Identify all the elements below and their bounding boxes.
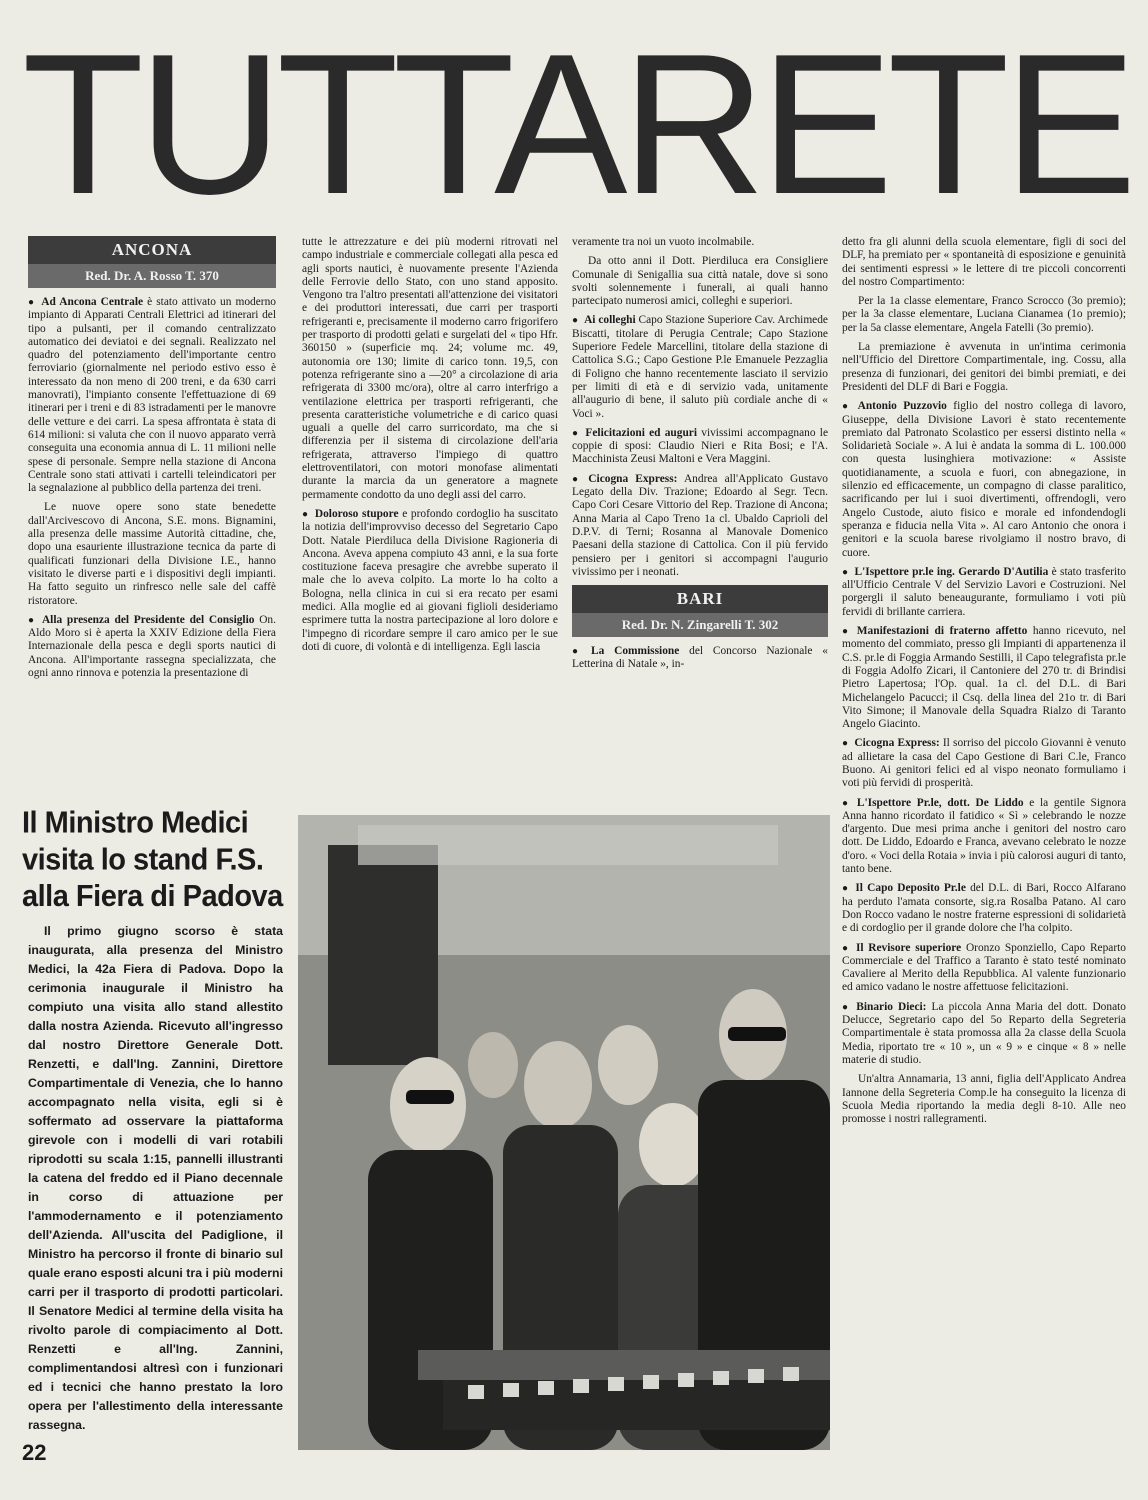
news-item bbox=[842, 400, 1126, 560]
section-header-bari bbox=[572, 585, 828, 637]
section-editor: Red. Dr. N. Zingarelli T. 302 bbox=[572, 613, 828, 637]
news-paragraph: detto fra gli alunni della scuola elementare, figli di soci del DLF, ha premiato per « spontaneità di esposizione e genuinità dei sentimenti espressi » le lettere di tre piccoli concorrenti del nostro Compartimento: bbox=[842, 236, 1126, 288]
column-1 bbox=[28, 236, 276, 776]
section-editor: Red. Dr. A. Rosso T. 370 bbox=[28, 264, 276, 288]
news-item-lead: Ai colleghi bbox=[584, 314, 636, 327]
news-item bbox=[842, 882, 1126, 935]
news-item-lead: Cicogna Express: bbox=[854, 737, 940, 750]
photo-illustration bbox=[298, 815, 830, 1450]
fair-photo bbox=[298, 815, 830, 1450]
news-paragraph: Da otto anni il Dott. Pierdiluca era Consigliere Comunale di Senigallia sua città natale, dove si sono svolti solennemente i funerali, ai quali hanno partecipato numerosi amici, colleghi e superiori. bbox=[572, 255, 828, 308]
feature-headline: Il Ministro Medici visita lo stand F.S. alla Fiera di Padova bbox=[22, 806, 283, 914]
news-item-lead: Antonio Puzzovio bbox=[857, 400, 947, 413]
news-item-lead: Felicitazioni ed auguri bbox=[585, 426, 698, 439]
news-paragraph: veramente tra noi un vuoto incolmabile. bbox=[572, 236, 755, 248]
section-header-ancona bbox=[28, 236, 276, 288]
news-item-lead: Il Revisore superiore bbox=[855, 941, 962, 954]
news-item-text: è stato trasferito all'Ufficio Centrale V del Servizio Lavori e Costruzioni. Nel porgergli il saluto beneaugurante, formuliamo i voti più fervidi di brillante carriera. bbox=[842, 565, 1126, 618]
news-item bbox=[302, 508, 558, 654]
news-item-lead: Doloroso stupore bbox=[314, 507, 399, 520]
news-item-text: Il sorriso del piccolo Giovanni è venuto ad allietare la casa del Capo Gestione di Bari C.le, Franco Buono. Ai genitori felici ed al vispo neonato formuliamo i voti più fervidi di prosperità. bbox=[842, 737, 1126, 790]
column-4 bbox=[842, 236, 1126, 1466]
news-item-lead: Cicogna Express: bbox=[588, 472, 678, 485]
news-item bbox=[28, 614, 276, 680]
news-item-text: Andrea all'Applicato Gustavo Legato della Div. Trazione; Edoardo al Segr. Tecn. Capo Cori Cesare Vittorio del Rep. Trazione di Ancona; Anna Maria al Capo Treno 1a cl. Ubaldo Caprioli del D.P.V. di Terni; Rosanna al Manovale Domenico Paesani della stazione di Cattolica. Con il più fervido pensiero per i genitori si accompagni l'augurio vivissimo per i neonati. bbox=[572, 472, 828, 578]
news-paragraph: Per la 1a classe elementare, Franco Scrocco (3o premio); per la 3a classe elementare, Luciana Cianamea (1o premio); per la 5a classe elementare, Angela Fatelli (3o premio). bbox=[842, 295, 1126, 334]
news-item-lead: Ad Ancona Centrale bbox=[41, 296, 144, 308]
masthead-title: TUTTARETE bbox=[22, 20, 1131, 230]
news-item-lead: Manifestazioni di fraterno affetto bbox=[856, 625, 1028, 638]
news-item bbox=[842, 797, 1126, 877]
news-item-text: del Concorso Nazionale « Letterina di Natale », in- bbox=[572, 645, 828, 671]
column-3 bbox=[572, 236, 828, 796]
news-item-text: Capo Stazione Superiore Cav. Archimede Biscatti, titolare di Perugia Centrale; Capo Stazione Superiore Fedele Marcellini, titolare della stazione di Cattolica S.G.; Capo Gestione P.le Emanuele Pezzaglia di Foligno che hanno recentemente lasciato il servizio per limiti di età e di servizio vada, unitamente all'augurio di bene, il saluto più cordiale anche di « Voci ». bbox=[572, 314, 828, 420]
news-item-text: Oronzo Sponziello, Capo Reparto Commerciale e del Traffico a Taranto è stato testé nominato Cavaliere al Merito della Repubblica. Al valente funzionario ed amico vadano le nostre affettuose felicitazioni. bbox=[842, 941, 1126, 994]
news-item-text: e la gentile Signora Anna hanno ricordato il fatidico « Sì » celebrando le nozze d'argento. Due mesi prima anche i genitori del nostro caro dott. De Liddo, Edoardo e Franca, avevano celebrato le nozze d'oro. « Voci della Rotaia » invia i più calorosi auguri di tanto, tanto bene. bbox=[842, 796, 1126, 876]
news-paragraph: La premiazione è avvenuta in un'intima cerimonia nell'Ufficio del Direttore Compartimentale, ing. Cossu, alla presenza di funzionari, dei genitori dei bimbi premiati, e dei Presidenti del DLF di Bari e Foggia. bbox=[842, 341, 1126, 393]
news-item-text: On. Aldo Moro si è aperta la XXIV Edizione della Fiera Internazionale della pesca e degli sports nautici di Ancona. All'importante rassegna specializzata, che ogni anno rinnova e potenzia la presentazione di bbox=[28, 613, 276, 680]
news-paragraph: Le nuove opere sono state benedette dall'Arcivescovo di Ancona, S.E. mons. Bignamini, alla presenza delle massime Autorità cittadine, che, dopo una esauriente illustrazione tecnica da parte di qualificati funzionari della Divisione I.E., hanno visitato le diverse parti e i dispositivi degli impianti. Ha fatto seguito un rinfresco nelle sale del caffè ristoratore. bbox=[28, 501, 276, 607]
feature-body: Il primo giugno scorso è stata inaugurata, alla presenza del Ministro Medici, la 42a Fiera di Padova. Dopo la cerimonia inaugurale il Ministro ha compiuto una visita allo stand allestito dalla nostra Azienda. Ricevuto all'ingresso dal nostro Direttore Generale Dott. Renzetti, e dall'Ing. Zannini, Direttore Compartimentale di Venezia, che lo hanno accompagnato nella visita, egli si è soffermato ad osservare la piattaforma girevole con i modelli di vari rotabili riprodotti su scala 1:15, pannelli illustranti la catena del freddo ed il Piano decennale in corso di attuazione per l'ammodernamento e il potenziamento dell'Azienda. All'uscita del Padiglione, il Ministro ha percorso il fronte di binario sul quale erano esposti alcuni tra i più moderni carri per il trasporto di prodotti particolari. Il Senatore Medici al termine della visita ha rivolto parole di compiacimento al Dott. Renzetti e all'Ing. Zannini, complimentandosi altresì con i funzionari ed i tecnici che hanno prestato la loro opera per l'allestimento della interessante rassegna. bbox=[28, 924, 283, 1432]
news-item bbox=[572, 645, 828, 672]
news-item bbox=[572, 314, 828, 420]
column-2 bbox=[302, 236, 558, 776]
news-item-text: è stato attivato un moderno impianto di Apparati Centrali Elettrici ad itinerari del tipo a pulsanti, per il comando centralizzato automatico dei deviatoi e dei segnali. Realizzato nel quadro del potenziamento dell'importante centro ferroviario (giornalmente nel periodo estivo esso è interessato da non meno di 200 treni, e da 630 carri manovrati), l'impianto consente l'effettuazione di 69 itinerari per i treni e di 83 istradamenti per le manovre delle vetture e dei carri. La spesa affrontata è stata di 614 milioni: si valuta che con il nuovo apparato verrà conseguita una economia annua di L. 11 milioni nelle spese di personale. Sempre nella stazione di Ancona Centrale sono stati attivati i cartelli teleindicatori per la segnalazione al pubblico della partenza dei treni. bbox=[28, 296, 276, 495]
news-item bbox=[28, 296, 276, 495]
page-number: 22 bbox=[22, 1440, 47, 1465]
news-item-lead: Binario Dieci: bbox=[856, 1000, 927, 1013]
news-item-text: La piccola Anna Maria del dott. Donato Delucce, Segretario capo del 5o Reparto della Segreteria Compartimentale è stata promossa alla 2a classe della Scuola Media, riportato tre « 10 », un « 9 » e cinque « 8 » nelle materie di studio. bbox=[842, 1000, 1126, 1066]
news-paragraph: tutte le attrezzature e dei più moderni ritrovati nel campo industriale e commerciale collegati alla pesca ed agli sports nautici, è nuovamente presente l'Azienda delle Ferrovie dello Stato, con uno stand apposito. Vengono tra l'altro presentati all'attenzione dei visitatori e dei produttori interessati, due carri per trasporti refrigeranti e, precisamente il moderno carro frigorifero per trasporto di prodotti gelati e surgelati del « tipo Hfr. 360150 » (superficie mq. 24; volume mc. 49, autonomia ore 130; limite di carico tonn. 19,5, con potenza refrigerante sino a —20° a circolazione di aria refrigerata di 3300 mc/ora), oltre al carro interfrigo a ventilazione elettrica per trasporti refrigeranti, che presenta caratteristiche volumetriche e di carico quasi uguali a quelle del carro surricordato, ma che si differenzia per il sistema di circolazione dell'aria refrigerata, attraverso l'impiego di quattro elettroventilatori, con motori monofase alimentati durante la marcia da un generatore a magnete permamente condotto da uno degli assi del carro. bbox=[302, 236, 558, 501]
news-item-text: e profondo cordoglio ha suscitato la notizia dell'improvviso decesso del Segretario Capo Dott. Natale Pierdiluca della Divisione Ragioneria di Ancona. Aveva appena compiuto 43 anni, e la sua forte costituzione faceva presagire che avrebbe superato il male che lo aveva colpito. La morte lo ha colto a Bologna, nella clinica in cui si era recato per esami medici. Alla moglie ed ai giovani figlioli desideriamo esprimere tutta la nostra partecipazione al loro dolore e l'impegno di ricordare sempre il caro amico per le sue doti di cuore, di volontà e di intelligenza. Egli lascia bbox=[302, 507, 558, 653]
section-title: ANCONA bbox=[111, 240, 193, 259]
news-item bbox=[842, 737, 1126, 790]
news-item bbox=[842, 625, 1126, 731]
news-item-lead: L'Ispettore Pr.le, dott. De Liddo bbox=[856, 796, 1024, 809]
news-item bbox=[842, 566, 1126, 619]
news-item-text: hanno ricevuto, nel momento del commiato, presso gli Impianti di appartenenza il C.S. pr.le di Foggia Armando Sestilli, il Capo telegrafista pr.le di Foggia Adolfo Zicari, il Cantoniere del 270 tr. di Brindisi Pietro Lapertosa; l'Op. qual. 1a cl. del D.L. di Bari Michelangelo Pacucci; il Csq. della linea del 21o tr. di Bari Vito Simone; il Manovale della Squadra Rialzo di Taranto Angelo Giacinto. bbox=[842, 625, 1126, 731]
news-item-lead: Alla presenza del Presidente del Consiglio bbox=[41, 613, 255, 626]
news-item bbox=[572, 473, 828, 579]
news-item bbox=[842, 1001, 1126, 1067]
news-item-lead: Il Capo Deposito Pr.le bbox=[855, 882, 966, 895]
news-item-lead: La Commissione bbox=[591, 645, 680, 658]
news-item-lead: L'Ispettore pr.le ing. Gerardo D'Autilia bbox=[854, 565, 1049, 578]
news-item-text: del D.L. di Bari, Rocco Alfarano ha perduto l'amata consorte, sig.ra Rosalba Patano. Al caro Don Rocco vadano le nostre fraterne espressioni di solidarietà e di cordoglio per il grande dolore che l'ha colpito. bbox=[842, 882, 1126, 935]
news-item bbox=[572, 427, 828, 467]
section-title: BARI bbox=[676, 589, 724, 609]
news-paragraph: Un'altra Annamaria, 13 anni, figlia dell'Applicato Andrea Iannone della Segreteria Comp.le ha conseguito la licenza di Scuola Media riportando la media degli 8-10. Alle neo promosse i nostri rallegramenti. bbox=[842, 1073, 1126, 1126]
news-item-text: figlio del nostro collega di lavoro, Giuseppe, della Divisione Lavori è stato recentemente premiato dal Patronato Scolastico per essersi distinto nella « Solidarietà Sociale ». A lui è andata la somma di L. 100.000 con questa lusinghiera motivazione: « Assiste quotidianamente, a scuola e fuori, con abnegazione, in silenzio ed efficacemente, un compagno di classe paralitico, sacrificando per lui i suoi divertimenti, offrendogli, vero Angelo Custode, aiuto fisico e morale ed infondendogli speranza e fiducia nella Vita ». Al caro Antonio che onora i genitori e la scuola barese rivolgiamo il nostro bravo, di cuore. bbox=[842, 400, 1126, 559]
news-item-text: vivissimi accompagnano le coppie di sposi: Claudio Nieri e Rita Bosi; e l'A. Macchinista Zeusi Maltoni e Vera Maggini. bbox=[572, 426, 828, 466]
news-item bbox=[842, 942, 1126, 995]
